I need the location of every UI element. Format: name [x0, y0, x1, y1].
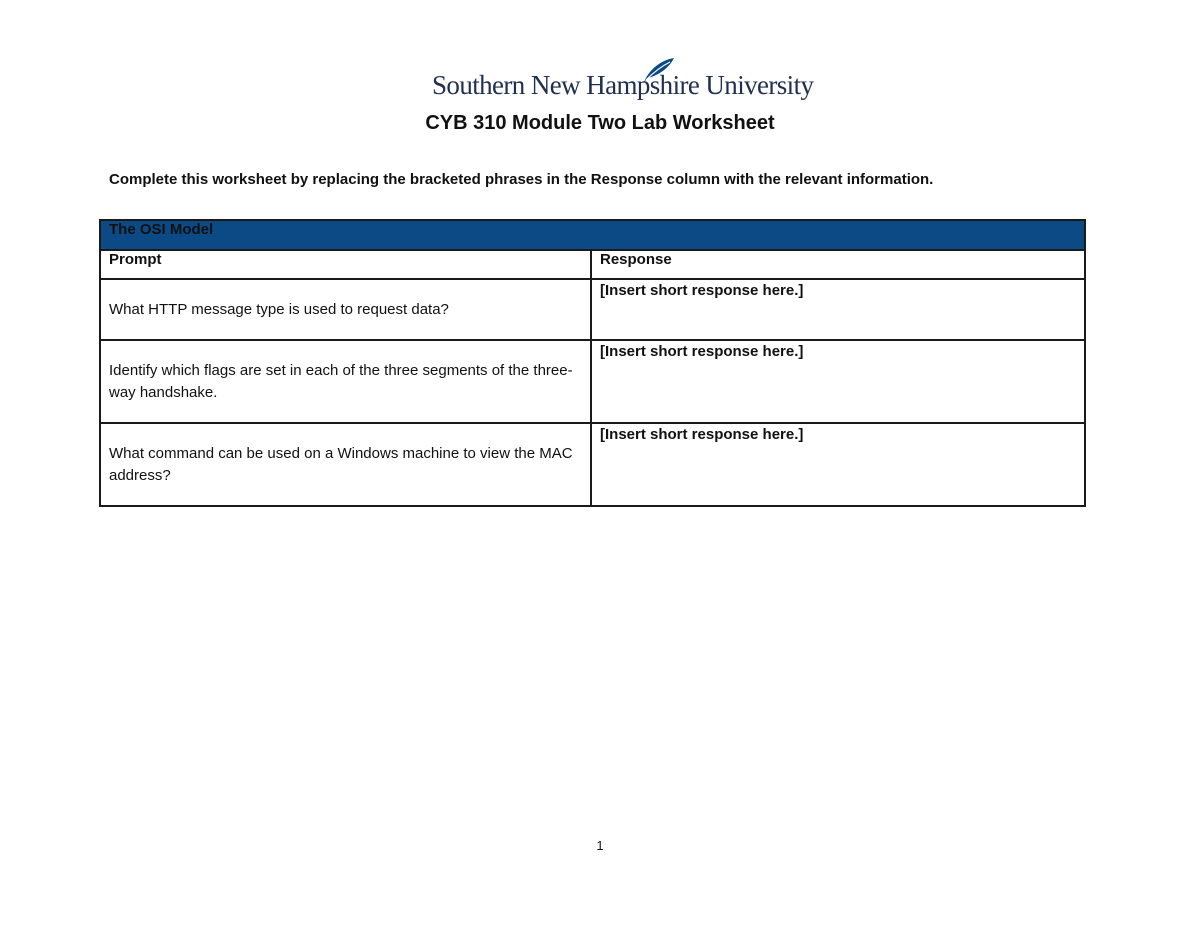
page-title: CYB 310 Module Two Lab Worksheet [425, 112, 775, 134]
table-row [100, 340, 1085, 423]
table-row [100, 279, 1085, 340]
page-number: 1 [596, 838, 604, 853]
response-cell[interactable]: [Insert short response here.] [591, 340, 1085, 423]
prompt-cell: What command can be used on a Windows machine to view the MAC address? [100, 423, 591, 506]
table-column-headers [100, 250, 1085, 279]
table-row [100, 423, 1085, 506]
prompt-cell: Identify which flags are set in each of the three segments of the three-way handshake. [100, 340, 591, 423]
instructions-text: Complete this worksheet by replacing the bracketed phrases in the Response column with the relevant information. [109, 171, 934, 188]
worksheet-table [99, 219, 1086, 507]
university-logo [432, 56, 814, 106]
section-title: The OSI Model [100, 220, 1085, 250]
column-header-prompt: Prompt [100, 250, 591, 279]
response-cell[interactable]: [Insert short response here.] [591, 423, 1085, 506]
response-cell[interactable]: [Insert short response here.] [591, 279, 1085, 340]
table-section-header [100, 220, 1085, 250]
column-header-response: Response [591, 250, 1085, 279]
logo-wordmark: Southern New Hampshire University [432, 70, 814, 100]
prompt-cell: What HTTP message type is used to request data? [100, 279, 591, 340]
